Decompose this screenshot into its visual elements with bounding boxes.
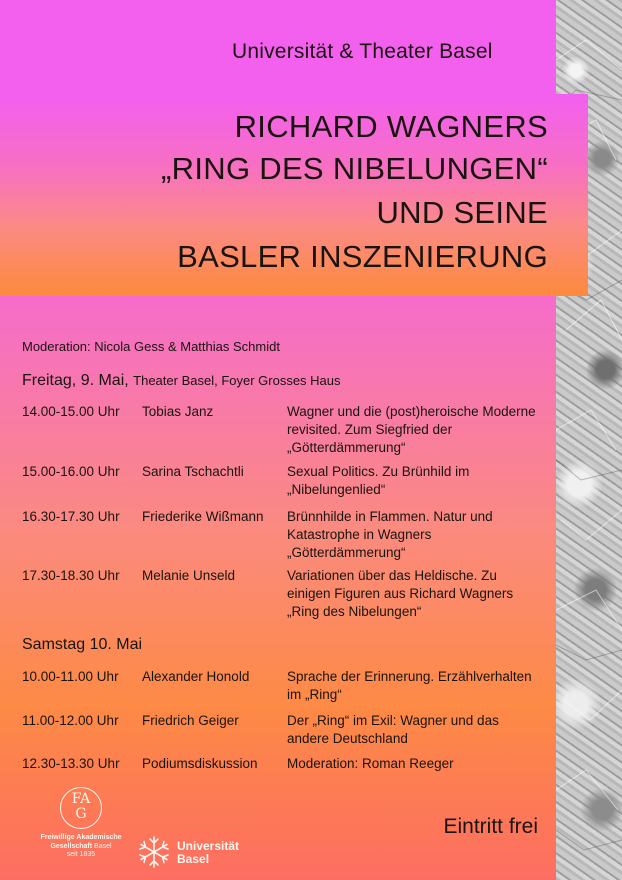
session-time: 14.00-15.00 Uhr [22, 404, 120, 419]
session-talk: Moderation: Roman Reeger [287, 756, 454, 771]
title-line-4: BASLER INSZENIERUNG [177, 239, 548, 274]
title-line-1: RICHARD WAGNERS [234, 109, 548, 144]
session-speaker: Melanie Unseld [142, 568, 236, 583]
session-time: 11.00-12.00 Uhr [22, 713, 119, 728]
fag-line-3: seit 1835 [66, 851, 96, 858]
fag-letters-top: FA [71, 791, 91, 807]
session-speaker: Tobias Janz [142, 404, 214, 419]
institution-title: Universität & Theater Basel [232, 40, 493, 63]
session-talk: Der „Ring“ im Exil: Wagner und das andere Deutschland [287, 713, 499, 746]
day-heading-saturday [22, 636, 142, 654]
session-speaker: Podiumsdiskussion [142, 756, 258, 771]
fag-line-2-rest: Basel [92, 842, 112, 850]
entry-free-label: Eintritt frei [443, 815, 538, 838]
session-talk: Variationen über das Heldische. Zu einigen Figuren aus Richard Wagners „Ring des Nibelungen“ [287, 568, 514, 619]
session-talk: Sexual Politics. Zu Brünhild im „Nibelungenlied“ [287, 464, 470, 497]
unibasel-line-1: Universität [177, 839, 240, 853]
session-time: 16.30-17.30 Uhr [22, 509, 120, 524]
fag-logo [40, 787, 126, 867]
fag-letters-bottom: G [75, 806, 87, 822]
session-talk: Sprache der Erinnerung. Erzählverhalten im „Ring“ [287, 669, 532, 702]
title-line-2: „RING DES NIBELUNGEN“ [161, 151, 548, 186]
session-time: 17.30-18.30 Uhr [22, 568, 120, 583]
unibasel-logo [137, 835, 257, 871]
session-time: 15.00-16.00 Uhr [22, 464, 120, 479]
day-name: Freitag, 9. Mai, [22, 372, 129, 389]
session-speaker: Sarina Tschachtli [142, 464, 244, 479]
session-time: 12.30-13.30 Uhr [22, 756, 120, 771]
session-speaker: Alexander Honold [142, 669, 250, 684]
day-heading-friday [22, 372, 341, 390]
fag-line-1: Freiwillige Akademische [40, 834, 122, 841]
session-speaker: Friedrich Geiger [142, 713, 239, 728]
fag-letters [60, 792, 102, 822]
moderation-line: Moderation: Nicola Gess & Matthias Schmidt [22, 339, 280, 354]
session-talk: Brünnhilde in Flammen. Natur und Katastrophe in Wagners „Götterdämmerung“ [287, 509, 493, 560]
day-location: Theater Basel, Foyer Grosses Haus [133, 373, 341, 388]
title-block [0, 94, 588, 296]
fag-name [30, 834, 132, 860]
session-talk: Wagner und die (post)heroische Moderne revisited. Zum Siegfried der „Götterdämmerung“ [287, 404, 536, 455]
unibasel-line-2: Basel [177, 852, 210, 866]
day-name: Samstag 10. Mai [22, 636, 143, 653]
unibasel-snowflake-icon [137, 835, 171, 869]
session-time: 10.00-11.00 Uhr [22, 669, 119, 684]
fag-line-2-bold: Gesellschaft [50, 842, 93, 850]
session-speaker: Friederike Wißmann [142, 509, 264, 524]
unibasel-name [177, 840, 239, 866]
title-line-3: UND SEINE [376, 195, 548, 230]
